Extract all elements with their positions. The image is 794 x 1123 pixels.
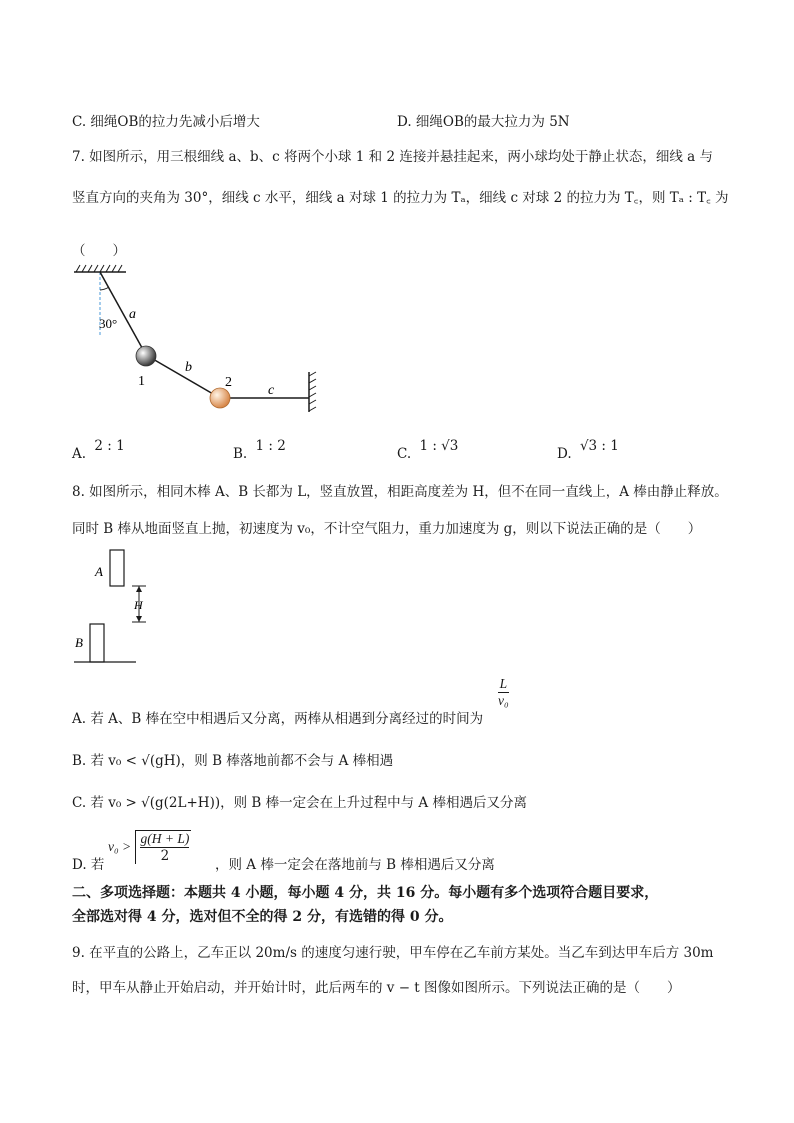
q7-answer-bracket: （ ） [72,243,126,259]
q8-option-a-fraction [498,676,509,709]
q7-option-a-letter: A. [72,446,87,462]
q7-option-b [233,438,286,462]
q8-option-d-formula [108,830,191,864]
section2-heading-line1: 二、多项选择题：本题共 4 小题，每小题 4 分，共 16 分。每小题有多个选项符合题目要求， [72,885,659,901]
q7-option-a-value: 2 : 1 [94,438,125,454]
section2-heading-line2: 全部选对得 4 分，选对但不全的得 2 分，有选错的得 0 分。 [72,909,453,925]
sqrt-fraction-numerator: g(H + L) [140,831,190,846]
q8-option-b: B. 若 v₀ < √(gH)，则 B 棒落地前都不会与 A 棒相遇 [72,753,394,769]
gap-arrow-down [136,616,142,622]
angle-label: 30° [99,316,118,331]
ball-1 [136,346,156,366]
rod-b-label: B [75,635,83,650]
sqrt-symbol [135,830,191,864]
fraction-denominator: v₀ [498,693,509,708]
rod-b [90,624,104,662]
rod-a [110,550,124,586]
q8-stem-line2: 同时 B 棒从地面竖直上抛，初速度为 v₀，不计空气阻力，重力加速度为 g，则以下说法正确的是（ ） [72,521,702,537]
q7-option-b-letter: B. [233,446,248,462]
q8-option-c: C. 若 v₀ > √(g(2L+H))，则 B 棒一定会在上升过程中与 A 棒相遇后又分离 [72,795,527,811]
ball-1-label: 1 [138,374,145,389]
string-b [146,355,220,398]
q7-option-b-value: 1 : 2 [255,438,286,454]
ball-2 [210,388,230,408]
rod-a-label: A [95,564,103,579]
q7-stem-line1: 7. 如图所示，用三根细线 a、b、c 将两个小球 1 和 2 连接并悬挂起来，两小球均处于静止状态，细线 a 与 [72,149,713,165]
q9-stem-line1: 9. 在平直的公路上，乙车正以 20m/s 的速度匀速行驶，甲车停在乙车前方某处。当乙车到达甲车后方 30m [72,945,714,961]
q6-option-c: C. 细绳OB的拉力先减小后增大 [72,114,260,130]
string-a-label: a [129,307,136,322]
q8-option-d-text: ，则 A 棒一定会在落地前与 B 棒相遇后又分离 [215,857,495,873]
q7-option-c-letter: C. [397,446,412,462]
formula-lhs: v₀ > [108,839,132,854]
sqrt-fraction-denominator: 2 [140,847,189,864]
fraction-numerator: L [499,676,508,691]
q7-stem-line2: 竖直方向的夹角为 30°，细线 c 水平，细线 a 对球 1 的拉力为 Tₐ，细线 c 对球 2 的拉力为 T꜀，则 Tₐ : T꜀ 为 [72,190,729,206]
q8-figure [70,544,150,668]
q7-option-a [72,438,125,462]
string-c-label: c [268,383,275,398]
q8-option-a: A. 若 A、B 棒在空中相遇后又分离，两棒从相遇到分离经过的时间为 [72,711,484,727]
q7-option-d-value: √3 : 1 [579,438,619,454]
q9-stem-line2: 时，甲车从静止开始启动，并开始计时，此后两车的 v − t 图像如图所示。下列说法正确的是（ ） [72,980,681,996]
gap-label: H [134,598,143,612]
q6-option-d: D. 细绳OB的最大拉力为 5N [397,114,570,130]
angle-arc [100,287,109,290]
string-b-label: b [185,360,192,375]
q8-stem-line1: 8. 如图所示，相同木棒 A、B 长都为 L，竖直放置，相距高度差为 H，但不在同一直线上，A 棒由静止释放。 [72,484,728,500]
q7-option-c [397,438,459,462]
q7-option-d-letter: D. [557,446,572,462]
string-a [100,272,146,355]
wall-hatch [309,372,316,412]
q8-option-d-prefix: D. 若 [72,857,105,873]
q7-option-d [557,438,619,462]
ceiling-hatch [74,265,126,272]
gap-arrow-up [136,586,142,592]
q7-option-c-value: 1 : √3 [419,438,459,454]
q7-figure [60,262,340,412]
ball-2-label: 2 [225,375,232,390]
